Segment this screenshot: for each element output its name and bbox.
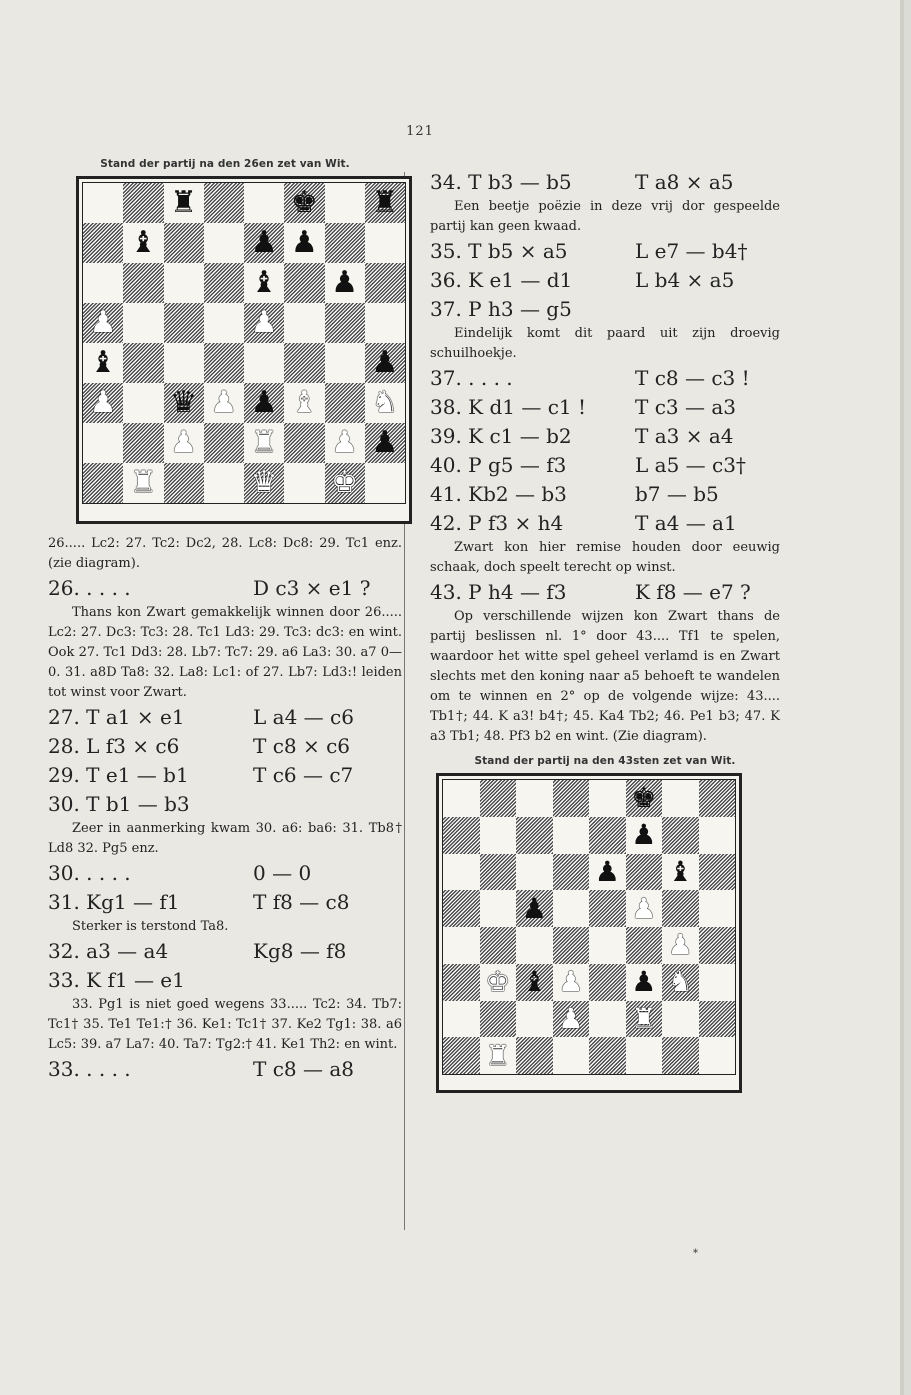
board-square bbox=[244, 223, 284, 263]
board-square bbox=[553, 890, 590, 927]
chess-diagram-1 bbox=[76, 176, 412, 524]
chess-diagram-2 bbox=[436, 773, 742, 1093]
white-king-icon: ♚ bbox=[331, 465, 359, 500]
board-square bbox=[589, 817, 626, 854]
white-move: 27. T a1 × e1 bbox=[48, 705, 185, 729]
black-move: T c3 — a3 bbox=[635, 395, 736, 419]
white-bishop-icon: ♝ bbox=[290, 385, 318, 420]
board-square bbox=[204, 423, 244, 463]
white-move: 29. T e1 — b1 bbox=[48, 763, 189, 787]
chessboard bbox=[82, 182, 406, 504]
board-square bbox=[284, 383, 324, 423]
white-pawn-icon: ♟ bbox=[170, 425, 198, 460]
move-row bbox=[48, 937, 402, 966]
white-pawn-icon: ♟ bbox=[631, 891, 657, 925]
board-square bbox=[123, 183, 163, 223]
white-move: 35. T b5 × a5 bbox=[430, 239, 568, 263]
board-square bbox=[325, 303, 365, 343]
black-move: T a3 × a4 bbox=[635, 424, 734, 448]
board-square bbox=[516, 890, 553, 927]
board-square bbox=[244, 423, 284, 463]
annotation: Zwart kon hier remise houden door eeuwig schaak, doch speelt terecht op winst. bbox=[430, 540, 780, 575]
white-move: 37. . . . . bbox=[430, 366, 513, 390]
board-square bbox=[83, 343, 123, 383]
board-square bbox=[83, 183, 123, 223]
board-square bbox=[204, 303, 244, 343]
black-pawn-icon: ♟ bbox=[521, 891, 547, 925]
black-pawn-icon: ♟ bbox=[290, 225, 318, 260]
move-row bbox=[430, 393, 780, 422]
board-square bbox=[480, 1001, 517, 1038]
board-square bbox=[325, 263, 365, 303]
board-square bbox=[626, 964, 663, 1001]
white-move: 31. Kg1 — f1 bbox=[48, 890, 180, 914]
board-square bbox=[164, 183, 204, 223]
black-pawn-icon: ♟ bbox=[631, 818, 657, 852]
move-row bbox=[430, 237, 780, 266]
white-pawn-icon: ♟ bbox=[210, 385, 238, 420]
move-row bbox=[430, 451, 780, 480]
white-move: 39. K c1 — b2 bbox=[430, 424, 572, 448]
board-square bbox=[662, 1037, 699, 1074]
black-queen-icon: ♛ bbox=[170, 385, 198, 420]
board-square bbox=[204, 263, 244, 303]
white-pawn-icon: ♟ bbox=[89, 305, 117, 340]
move-row bbox=[430, 364, 780, 393]
board-square bbox=[443, 964, 480, 1001]
board-square bbox=[325, 423, 365, 463]
board-square bbox=[480, 1037, 517, 1074]
board-square bbox=[164, 223, 204, 263]
board-square bbox=[83, 463, 123, 503]
black-move bbox=[253, 790, 402, 819]
white-move: 33. K f1 — e1 bbox=[48, 968, 185, 992]
chessboard bbox=[442, 779, 736, 1075]
board-square bbox=[662, 1001, 699, 1038]
annotation: Eindelijk komt dit paard uit zijn droevig schuilhoekje. bbox=[430, 326, 780, 361]
board-square bbox=[553, 817, 590, 854]
move-row bbox=[430, 168, 780, 197]
black-move: T f8 — c8 bbox=[253, 890, 350, 914]
move-row bbox=[48, 1055, 402, 1084]
board-square bbox=[626, 1001, 663, 1038]
board-square bbox=[244, 463, 284, 503]
board-square bbox=[626, 927, 663, 964]
board-square bbox=[204, 343, 244, 383]
board-square bbox=[699, 964, 736, 1001]
board-square bbox=[553, 927, 590, 964]
board-square bbox=[480, 964, 517, 1001]
black-pawn-icon: ♟ bbox=[371, 345, 399, 380]
white-move: 34. T b3 — b5 bbox=[430, 170, 572, 194]
board-square bbox=[662, 780, 699, 817]
board-square bbox=[244, 263, 284, 303]
black-pawn-icon: ♟ bbox=[594, 854, 620, 888]
black-pawn-icon: ♟ bbox=[250, 225, 278, 260]
black-pawn-icon: ♟ bbox=[631, 965, 657, 999]
black-move bbox=[253, 966, 402, 995]
white-rook-icon: ♜ bbox=[250, 425, 278, 460]
board-square bbox=[204, 183, 244, 223]
board-square bbox=[284, 463, 324, 503]
move-row bbox=[48, 732, 402, 761]
black-bishop-icon: ♝ bbox=[89, 345, 117, 380]
board-square bbox=[244, 183, 284, 223]
board-square bbox=[325, 463, 365, 503]
board-square bbox=[164, 343, 204, 383]
board-square bbox=[516, 1037, 553, 1074]
black-pawn-icon: ♟ bbox=[371, 425, 399, 460]
board-square bbox=[204, 383, 244, 423]
board-square bbox=[443, 854, 480, 891]
move-row bbox=[48, 790, 402, 819]
board-square bbox=[626, 890, 663, 927]
board-square bbox=[164, 463, 204, 503]
move-row bbox=[430, 509, 780, 538]
white-queen-icon: ♛ bbox=[250, 465, 278, 500]
board-square bbox=[626, 1037, 663, 1074]
black-king-icon: ♚ bbox=[631, 781, 657, 815]
move-row bbox=[48, 574, 402, 603]
white-move: 28. L f3 × c6 bbox=[48, 734, 180, 758]
board-square bbox=[443, 1001, 480, 1038]
white-move: 36. K e1 — d1 bbox=[430, 268, 573, 292]
black-move: T a8 × a5 bbox=[635, 170, 734, 194]
board-square bbox=[443, 1037, 480, 1074]
board-square bbox=[699, 780, 736, 817]
black-move: L a4 — c6 bbox=[253, 705, 354, 729]
board-square bbox=[123, 383, 163, 423]
board-square bbox=[589, 780, 626, 817]
board-square bbox=[83, 423, 123, 463]
white-rook-icon: ♜ bbox=[485, 1038, 511, 1072]
black-move: T c8 × c6 bbox=[253, 734, 351, 758]
black-move: T c6 — c7 bbox=[253, 763, 354, 787]
white-move: 41. Kb2 — b3 bbox=[430, 482, 567, 506]
board-square bbox=[662, 854, 699, 891]
black-move: L a5 — c3† bbox=[635, 453, 746, 477]
board-square bbox=[516, 964, 553, 1001]
board-square bbox=[699, 890, 736, 927]
annotation: 26..... Lc2: 27. Tc2: Dc2, 28. Lc8: Dc8: 29. Tc1 enz. (zie diagram). bbox=[48, 536, 402, 571]
black-bishop-icon: ♝ bbox=[521, 965, 547, 999]
black-move: T a4 — a1 bbox=[635, 511, 737, 535]
board-square bbox=[626, 817, 663, 854]
white-rook-icon: ♜ bbox=[631, 1001, 657, 1035]
black-move: 0 — 0 bbox=[253, 861, 312, 885]
black-bishop-icon: ♝ bbox=[250, 265, 278, 300]
board-square bbox=[365, 383, 405, 423]
board-square bbox=[699, 927, 736, 964]
board-square bbox=[553, 854, 590, 891]
board-square bbox=[662, 927, 699, 964]
board-square bbox=[325, 343, 365, 383]
board-square bbox=[589, 890, 626, 927]
board-square bbox=[123, 263, 163, 303]
board-square bbox=[662, 890, 699, 927]
move-row bbox=[48, 888, 402, 917]
diagram2-caption: Stand der partij na den 43sten zet van Wit. bbox=[474, 755, 736, 767]
board-square bbox=[480, 854, 517, 891]
white-move: 32. a3 — a4 bbox=[48, 939, 169, 963]
right-column bbox=[430, 168, 780, 1093]
white-move: 26. . . . . bbox=[48, 576, 131, 600]
board-square bbox=[284, 423, 324, 463]
board-square bbox=[365, 463, 405, 503]
white-knight-icon: ♞ bbox=[667, 965, 693, 999]
board-square bbox=[516, 780, 553, 817]
board-square bbox=[83, 303, 123, 343]
board-square bbox=[325, 383, 365, 423]
board-square bbox=[365, 303, 405, 343]
black-move: L b4 × a5 bbox=[635, 268, 735, 292]
board-square bbox=[699, 1037, 736, 1074]
board-square bbox=[553, 964, 590, 1001]
footer-mark: * bbox=[693, 1248, 698, 1259]
board-square bbox=[516, 817, 553, 854]
black-move: L e7 — b4† bbox=[635, 239, 748, 263]
board-square bbox=[284, 263, 324, 303]
black-move: b7 — b5 bbox=[635, 482, 719, 506]
white-move: 30. . . . . bbox=[48, 861, 131, 885]
board-square bbox=[443, 890, 480, 927]
board-square bbox=[699, 817, 736, 854]
board-square bbox=[699, 854, 736, 891]
board-square bbox=[244, 343, 284, 383]
move-row bbox=[430, 295, 780, 324]
annotation: Op verschillende wijzen kon Zwart thans de partij beslissen nl. 1° door 43.... Tf1 te spelen, waardoor het witte spel geheel verlamd is en Zwart slechts met den koning naar a5 behoeft te wandelen om te winnen en 2° op de volgende wijze: 43.... Tb1†; 44. K a3! b4†; 45. Ka4 Tb2; 46. Pe1 b3; 47. K a3 Tb1; 48. Pf3 b2 en wint. (Zie diagram). bbox=[430, 609, 780, 744]
board-square bbox=[244, 303, 284, 343]
black-move: T c8 — c3 ! bbox=[635, 366, 750, 390]
board-square bbox=[365, 423, 405, 463]
move-row bbox=[430, 480, 780, 509]
move-row bbox=[430, 578, 780, 607]
white-move: 30. T b1 — b3 bbox=[48, 792, 190, 816]
board-square bbox=[662, 817, 699, 854]
page-number: 121 bbox=[406, 124, 434, 139]
white-rook-icon: ♜ bbox=[129, 465, 157, 500]
board-square bbox=[662, 964, 699, 1001]
board-square bbox=[204, 463, 244, 503]
white-move: 42. P f3 × h4 bbox=[430, 511, 564, 535]
board-square bbox=[480, 927, 517, 964]
annotation: Sterker is terstond Ta8. bbox=[72, 919, 229, 934]
move-row bbox=[48, 703, 402, 732]
annotation: Zeer in aanmerking kwam 30. a6: ba6: 31. Tb8† Ld8 32. Pg5 enz. bbox=[48, 821, 402, 856]
board-square bbox=[553, 780, 590, 817]
board-square bbox=[626, 780, 663, 817]
white-pawn-icon: ♟ bbox=[331, 425, 359, 460]
board-square bbox=[244, 383, 284, 423]
board-square bbox=[204, 223, 244, 263]
board-square bbox=[83, 223, 123, 263]
board-square bbox=[123, 343, 163, 383]
white-move: 38. K d1 — c1 ! bbox=[430, 395, 587, 419]
board-square bbox=[164, 263, 204, 303]
black-pawn-icon: ♟ bbox=[331, 265, 359, 300]
black-move: T c8 — a8 bbox=[253, 1057, 354, 1081]
board-square bbox=[480, 780, 517, 817]
board-square bbox=[365, 223, 405, 263]
black-move: Kg8 — f8 bbox=[253, 939, 347, 963]
white-pawn-icon: ♟ bbox=[558, 965, 584, 999]
board-square bbox=[516, 854, 553, 891]
board-square bbox=[589, 1001, 626, 1038]
white-king-icon: ♚ bbox=[485, 965, 511, 999]
board-square bbox=[365, 183, 405, 223]
black-king-icon: ♚ bbox=[290, 185, 318, 220]
board-square bbox=[626, 854, 663, 891]
white-move: 40. P g5 — f3 bbox=[430, 453, 567, 477]
move-row bbox=[48, 761, 402, 790]
move-row bbox=[48, 966, 402, 995]
black-move: K f8 — e7 ? bbox=[635, 580, 751, 604]
board-square bbox=[443, 927, 480, 964]
board-square bbox=[553, 1001, 590, 1038]
annotation: Thans kon Zwart gemakkelijk winnen door 26..... Lc2: 27. Dc3: Tc3: 28. Tc1 Ld3: 29. Tc3: dc3: en wint. Ook 27. Tc1 Dd3: 28. Lb7: Tc7: 29. a6 La3: 30. a7 0—0. 31. a8D Ta8: 32. La8: Lc1: of 27. Lb7: Ld3:! leiden tot winst voor Zwart. bbox=[48, 605, 402, 700]
board-square bbox=[164, 423, 204, 463]
board-square bbox=[589, 927, 626, 964]
board-square bbox=[480, 890, 517, 927]
board-square bbox=[699, 1001, 736, 1038]
board-square bbox=[83, 263, 123, 303]
board-square bbox=[443, 780, 480, 817]
board-square bbox=[123, 463, 163, 503]
white-move: 37. P h3 — g5 bbox=[430, 297, 572, 321]
black-move bbox=[635, 295, 780, 324]
white-pawn-icon: ♟ bbox=[89, 385, 117, 420]
diagram1-caption: Stand der partij na den 26en zet van Wit. bbox=[100, 158, 350, 170]
board-square bbox=[589, 854, 626, 891]
board-square bbox=[123, 223, 163, 263]
left-column bbox=[48, 158, 402, 1084]
board-square bbox=[553, 1037, 590, 1074]
board-square bbox=[480, 817, 517, 854]
white-move: 33. . . . . bbox=[48, 1057, 131, 1081]
black-rook-icon: ♜ bbox=[371, 185, 399, 220]
board-square bbox=[164, 383, 204, 423]
black-bishop-icon: ♝ bbox=[667, 854, 693, 888]
white-pawn-icon: ♟ bbox=[558, 1001, 584, 1035]
board-square bbox=[325, 223, 365, 263]
annotation: Een beetje poëzie in deze vrij dor gespeelde partij kan geen kwaad. bbox=[430, 199, 780, 234]
board-square bbox=[516, 1001, 553, 1038]
black-move: D c3 × e1 ? bbox=[253, 576, 371, 600]
move-row bbox=[430, 266, 780, 295]
board-square bbox=[123, 303, 163, 343]
white-pawn-icon: ♟ bbox=[667, 928, 693, 962]
board-square bbox=[284, 223, 324, 263]
white-pawn-icon: ♟ bbox=[250, 305, 278, 340]
board-square bbox=[365, 263, 405, 303]
board-square bbox=[284, 183, 324, 223]
board-square bbox=[589, 964, 626, 1001]
board-square bbox=[164, 303, 204, 343]
board-square bbox=[284, 303, 324, 343]
annotation: 33. Pg1 is niet goed wegens 33..... Tc2: 34. Tb7: Tc1† 35. Te1 Te1:† 36. Ke1: Tc1† 37. Ke2 Tg1: 38. a6 Lc5: 39. a7 La7: 40. Ta7: Tg2:† 41. Ke1 Th2: en wint. bbox=[48, 997, 402, 1052]
move-row bbox=[48, 859, 402, 888]
board-square bbox=[325, 183, 365, 223]
board-square bbox=[123, 423, 163, 463]
black-pawn-icon: ♟ bbox=[250, 385, 278, 420]
board-square bbox=[83, 383, 123, 423]
board-square bbox=[284, 343, 324, 383]
board-square bbox=[443, 817, 480, 854]
board-square bbox=[589, 1037, 626, 1074]
black-bishop-icon: ♝ bbox=[129, 225, 157, 260]
move-row bbox=[430, 422, 780, 451]
white-move: 43. P h4 — f3 bbox=[430, 580, 567, 604]
black-rook-icon: ♜ bbox=[170, 185, 198, 220]
board-square bbox=[516, 927, 553, 964]
white-knight-icon: ♞ bbox=[371, 385, 399, 420]
board-square bbox=[365, 343, 405, 383]
